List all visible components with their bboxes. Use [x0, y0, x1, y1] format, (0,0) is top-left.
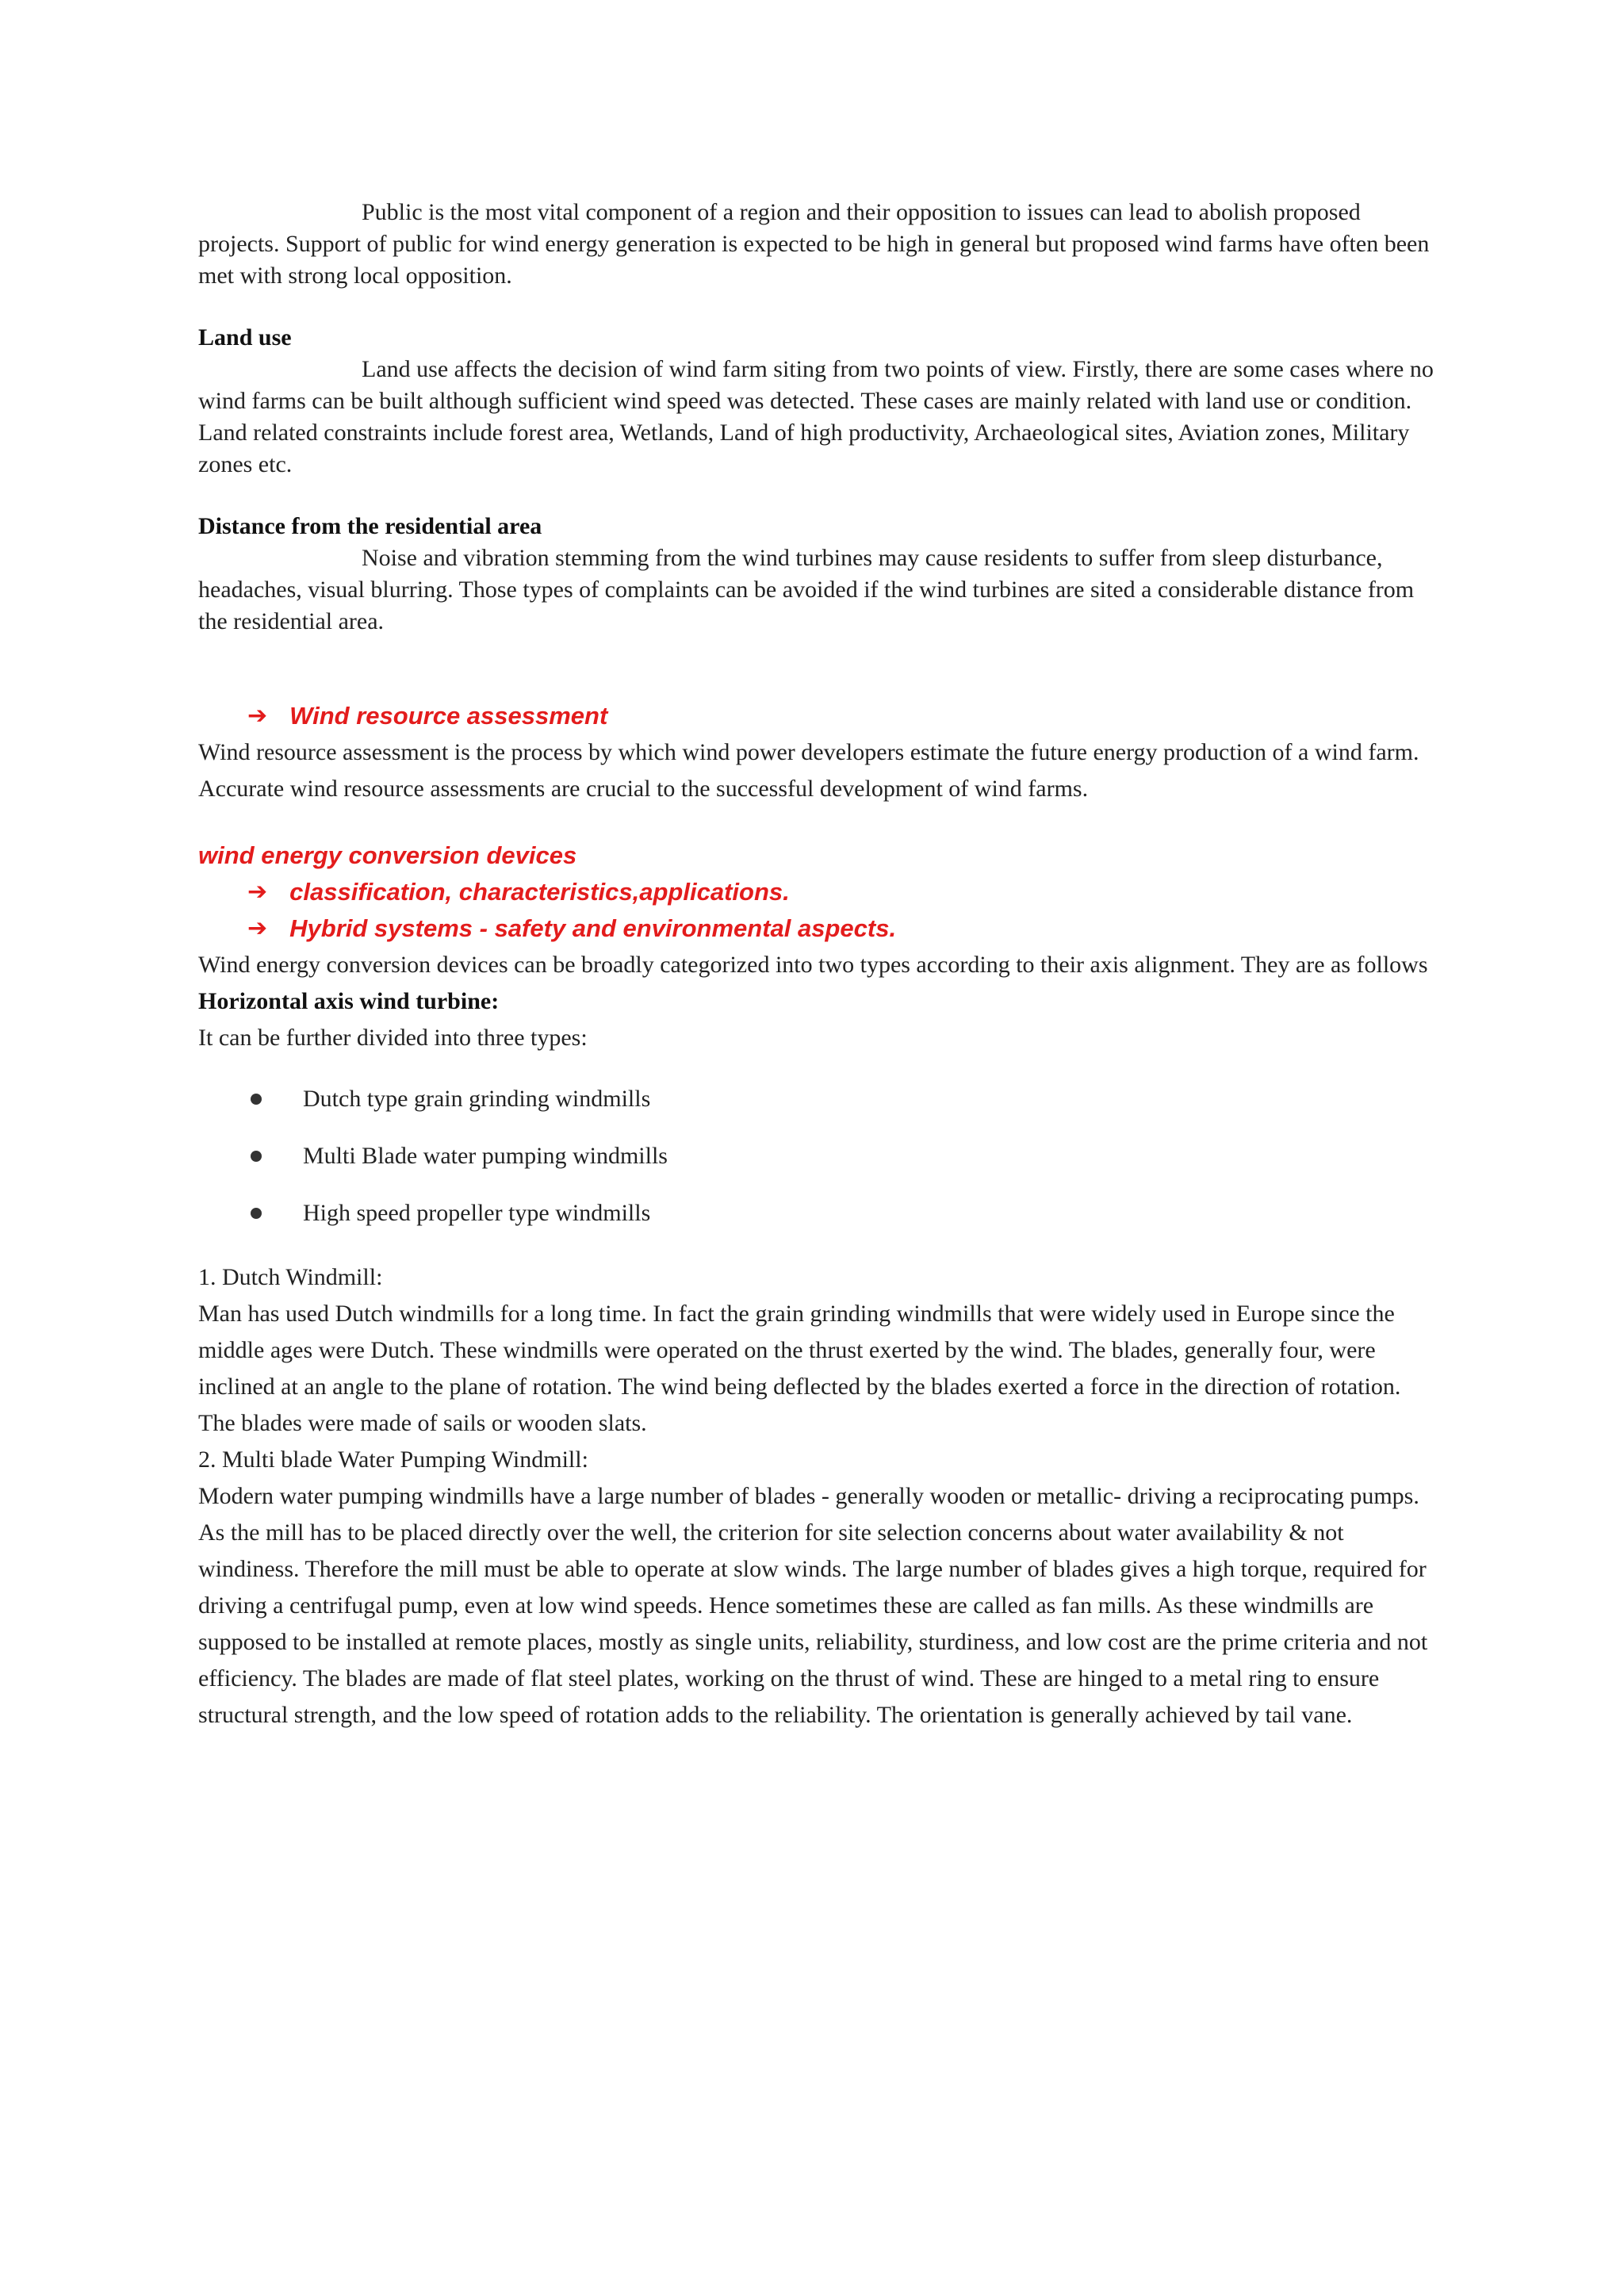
arrow-icon: ➔: [247, 915, 268, 941]
bullet-icon: [251, 1208, 262, 1219]
conversion-heading: wind energy conversion devices: [198, 841, 577, 869]
conversion-paragraph: Wind energy conversion devices can be broadly categorized into two types according to their axis alignment. They are as follows: [198, 952, 1428, 978]
multi-blade-paragraph: Modern water pumping windmills have a large number of blades - generally wooden or metallic- driving a reciprocating pumps. As the mill has to be placed directly over the well, the criterion for site selection concerns about water availability & not windiness. Therefore the mill must be able to operate at slow winds. The large number of blades gives a high torque, required for driving a centrifugal pump, even at low wind speeds. Hence sometimes these are called as fan mills. As these windmills are supposed to be installed at remote places, mostly as single units, reliability, sturdiness, and low cost are the prime criteria and not efficiency. The blades are made of flat steel plates, working on the thrust of wind. These are hinged to a metal ring to ensure structural strength, and the low speed of rotation adds to the reliability. The orientation is generally achieved by tail vane.: [198, 1483, 1428, 1728]
turbine-types-list: [198, 1071, 1435, 1242]
bullet-icon: [251, 1151, 262, 1162]
multi-blade-title: 2. Multi blade Water Pumping Windmill:: [198, 1446, 588, 1473]
bullet-icon: [251, 1094, 262, 1105]
conversion-subitem: [247, 910, 1435, 947]
horizontal-intro: It can be further divided into three types:: [198, 1025, 588, 1051]
dutch-paragraph: Man has used Dutch windmills for a long time. In fact the grain grinding windmills that were widely used in Europe since the middle ages were Dutch. These windmills were operated on the thrust exerted by the wind. The blades, generally four, were inclined at an angle to the plane of rotation. The wind being deflected by the blades exerted a force in the direction of rotation. The blades were made of sails or wooden slats.: [198, 1301, 1401, 1436]
list-item-label: High speed propeller type windmills: [303, 1200, 651, 1226]
conversion-subitem: [247, 874, 1435, 910]
arrow-icon: ➔: [247, 879, 268, 905]
land-use-heading: Land use: [198, 324, 292, 351]
distance-paragraph: Noise and vibration stemming from the wind turbines may cause residents to suffer from sleep disturbance, headaches, visual blurring. Those types of complaints can be avoided if the wind turbines are sited a considerable distance from the residential area.: [198, 545, 1415, 634]
public-paragraph: Public is the most vital component of a region and their opposition to issues can lead to abolish proposed projects. Support of public for wind energy generation is expected to be high in general but proposed wind farms have often been met with strong local opposition.: [198, 199, 1430, 289]
wind-resource-heading-label: Wind resource assessment: [289, 702, 608, 730]
conversion-subitem-label: classification, characteristics,applications.: [289, 878, 790, 906]
document-page: [198, 197, 1435, 1734]
conversion-subitem-label: Hybrid systems - safety and environmental aspects.: [289, 914, 897, 942]
list-item-label: Multi Blade water pumping windmills: [303, 1143, 668, 1169]
list-item-label: Dutch type grain grinding windmills: [303, 1086, 651, 1112]
horizontal-heading: Horizontal axis wind turbine:: [198, 988, 500, 1014]
dutch-title: 1. Dutch Windmill:: [198, 1264, 383, 1290]
list-item: [198, 1128, 1435, 1185]
wind-resource-paragraph: Wind resource assessment is the process by which wind power developers estimate the future energy production of a wind farm. Accurate wind resource assessments are crucial to the successful development of wind farms.: [198, 739, 1419, 802]
list-item: [198, 1185, 1435, 1242]
distance-heading: Distance from the residential area: [198, 513, 542, 539]
land-use-paragraph: Land use affects the decision of wind farm siting from two points of view. Firstly, there are some cases where no wind farms can be built although sufficient wind speed was detected. These cases are mainly related with land use or condition. Land related constraints include forest area, Wetlands, Land of high productivity, Archaeological sites, Aviation zones, Military zones etc.: [198, 356, 1434, 477]
list-item: [198, 1071, 1435, 1128]
wind-resource-heading: [247, 698, 1435, 734]
arrow-icon: ➔: [247, 703, 268, 729]
